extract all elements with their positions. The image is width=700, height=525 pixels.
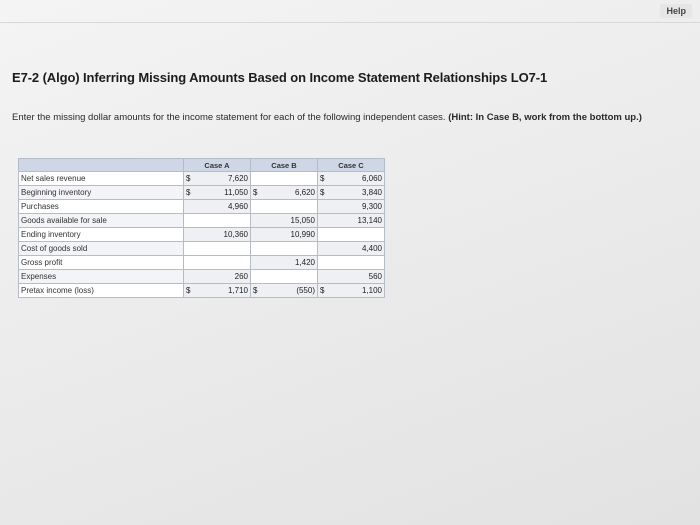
- amount-value-case-b: 6,620: [265, 186, 318, 200]
- dollar-sign: $: [184, 186, 199, 200]
- table-row: [19, 242, 385, 256]
- row-label: Goods available for sale: [19, 214, 184, 228]
- dollar-sign: $: [251, 284, 266, 298]
- problem-title: E7-2 (Algo) Inferring Missing Amounts Based on Income Statement Relationships LO7-1: [12, 70, 548, 85]
- table-row: [19, 284, 385, 298]
- dollar-sign: $: [318, 172, 333, 186]
- amount-value-case-a: 7,620: [198, 172, 251, 186]
- dollar-sign: [184, 214, 199, 228]
- amount-value-case-a: 1,710: [198, 284, 251, 298]
- amount-input-case-c[interactable]: [332, 228, 385, 242]
- amount-input-case-a[interactable]: [198, 256, 251, 270]
- amount-value-case-a: 10,360: [198, 228, 251, 242]
- instructions-text: Enter the missing dollar amounts for the income statement for each of the following independent cases.: [12, 112, 446, 123]
- amount-value-case-c: 3,840: [332, 186, 385, 200]
- dollar-sign: [318, 270, 333, 284]
- table-row: [19, 172, 385, 186]
- row-label: Gross profit: [19, 256, 184, 270]
- amount-value-case-b: (550): [265, 284, 318, 298]
- amount-input-case-a[interactable]: [198, 214, 251, 228]
- instructions-hint: (Hint: In Case B, work from the bottom up.): [448, 112, 642, 123]
- amount-input-case-b[interactable]: [265, 200, 318, 214]
- amount-value-case-c: 6,060: [332, 172, 385, 186]
- dollar-sign: [251, 242, 266, 256]
- dollar-sign: [184, 270, 199, 284]
- amount-value-case-a: 11,050: [198, 186, 251, 200]
- amount-input-case-b[interactable]: [265, 270, 318, 284]
- help-button[interactable]: Help: [660, 4, 692, 18]
- amount-value-case-c: 1,100: [332, 284, 385, 298]
- amount-value-case-a: 260: [198, 270, 251, 284]
- table-row: [19, 214, 385, 228]
- column-header-case-a: Case A: [184, 159, 251, 172]
- amount-value-case-c: 4,400: [332, 242, 385, 256]
- dollar-sign: $: [318, 284, 333, 298]
- amount-value-case-c: 560: [332, 270, 385, 284]
- row-label: Net sales revenue: [19, 172, 184, 186]
- amount-value-case-b: 15,050: [265, 214, 318, 228]
- dollar-sign: [318, 228, 333, 242]
- amount-value-case-c: 9,300: [332, 200, 385, 214]
- dollar-sign: [318, 256, 333, 270]
- amount-input-case-b[interactable]: [265, 172, 318, 186]
- header-divider: [0, 22, 700, 23]
- dollar-sign: [251, 270, 266, 284]
- dollar-sign: [251, 228, 266, 242]
- amount-value-case-b: 10,990: [265, 228, 318, 242]
- row-label: Ending inventory: [19, 228, 184, 242]
- dollar-sign: $: [184, 284, 199, 298]
- table-row: [19, 270, 385, 284]
- column-header-case-c: Case C: [318, 159, 385, 172]
- table-row: [19, 228, 385, 242]
- row-label: Beginning inventory: [19, 186, 184, 200]
- problem-instructions: [12, 112, 682, 123]
- dollar-sign: [251, 200, 266, 214]
- dollar-sign: [318, 242, 333, 256]
- amount-input-case-a[interactable]: [198, 242, 251, 256]
- row-label: Cost of goods sold: [19, 242, 184, 256]
- amount-value-case-a: 4,960: [198, 200, 251, 214]
- column-header-case-b: Case B: [251, 159, 318, 172]
- dollar-sign: $: [251, 186, 266, 200]
- dollar-sign: [184, 256, 199, 270]
- row-label: Purchases: [19, 200, 184, 214]
- header-blank: [19, 159, 184, 172]
- income-statement-table: [18, 158, 385, 298]
- table-row: [19, 200, 385, 214]
- amount-input-case-c[interactable]: [332, 256, 385, 270]
- table-row: [19, 256, 385, 270]
- dollar-sign: [251, 256, 266, 270]
- table-body: [19, 172, 385, 298]
- dollar-sign: [184, 242, 199, 256]
- table-row: [19, 186, 385, 200]
- dollar-sign: [318, 214, 333, 228]
- dollar-sign: $: [184, 172, 199, 186]
- table-header-row: [19, 159, 385, 172]
- row-label: Expenses: [19, 270, 184, 284]
- dollar-sign: [184, 228, 199, 242]
- dollar-sign: [251, 172, 266, 186]
- dollar-sign: $: [318, 186, 333, 200]
- amount-input-case-b[interactable]: [265, 242, 318, 256]
- amount-value-case-b: 1,420: [265, 256, 318, 270]
- row-label: Pretax income (loss): [19, 284, 184, 298]
- dollar-sign: [318, 200, 333, 214]
- dollar-sign: [251, 214, 266, 228]
- amount-value-case-c: 13,140: [332, 214, 385, 228]
- dollar-sign: [184, 200, 199, 214]
